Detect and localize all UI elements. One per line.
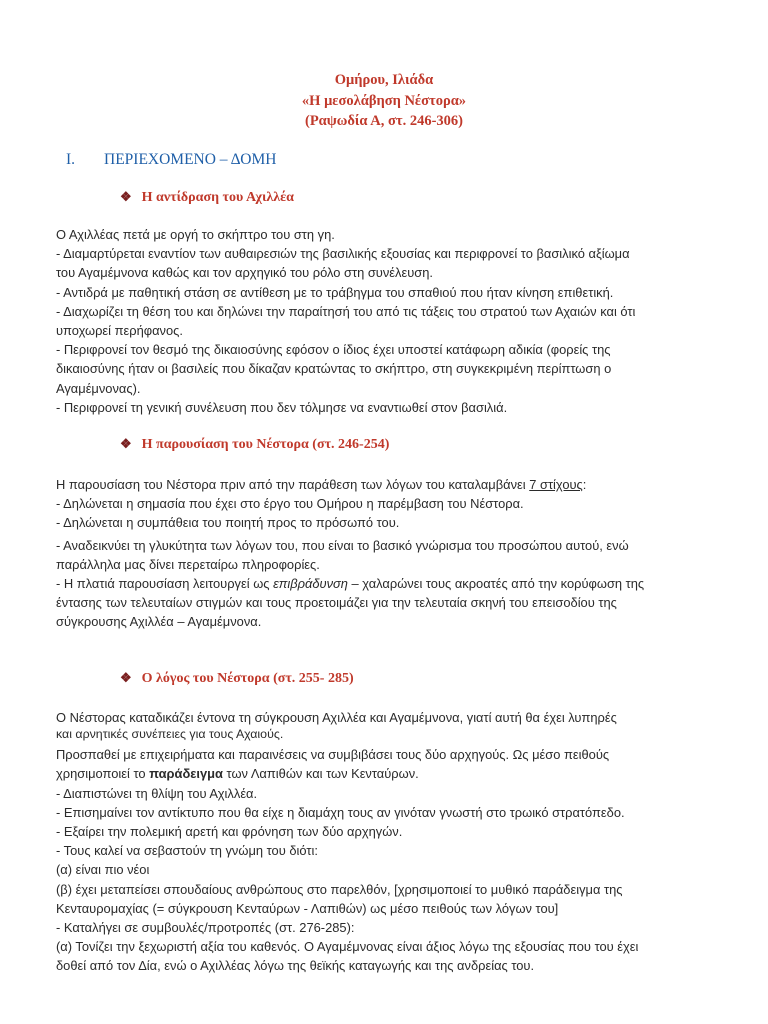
text-line: - Αναδεικνύει τη γλυκύτητα των λόγων του, που είναι το βασικό γνώρισμα του προσώπου αυτού, ενώ <box>56 537 629 553</box>
text-line: - Δηλώνεται η σημασία που έχει στο έργο του Ομήρου η παρέμβαση του Νέστορα. <box>56 496 524 512</box>
text-line: Κενταυρομαχίας (= σύγκρουση Κενταύρων - Λαπιθών) ως μέσο πειθούς των λόγων του] <box>56 900 559 916</box>
document-title-reference: (Ραψωδία Α, στ. 246-306) <box>305 113 463 129</box>
section-number: Ι. <box>66 151 76 168</box>
paragraph-nestor-speech <box>56 708 716 976</box>
text-line: - Δηλώνεται η συμπάθεια του ποιητή προς το πρόσωπό του. <box>56 515 400 531</box>
paragraph-achilles-reaction <box>56 225 716 417</box>
text-line: Ο Νέστορας καταδικάζει έντονα τη σύγκρουση Αχιλλέα και Αγαμέμνονα, γιατί αυτή θα έχει λυπηρές <box>56 710 617 725</box>
subheading-text: Η αντίδραση του Αχιλλέα <box>141 190 294 205</box>
document-title-name: «Η μεσολάβηση Νέστορα» <box>301 93 467 109</box>
text-line: - Καταλήγει σε συμβουλές/προτροπές (στ. 276-285): <box>56 920 355 936</box>
diamond-bullet-icon: ❖ <box>120 436 132 451</box>
text-line: δικαιοσύνης ήταν οι βασιλείς που δίκαζαν κρατώντας το σκήπτρο, στη συγκεκριμένη περίπτωση ο <box>56 361 612 377</box>
paragraph-nestor-presentation <box>56 475 716 632</box>
text-line: Η παρουσίαση του Νέστορα πριν από την παράθεση των λόγων του καταλαμβάνει 7 στίχους: <box>56 477 587 492</box>
text-line: - Η πλατιά παρουσίαση λειτουργεί ως επιβράδυνση – χαλαρώνει τους ακροατές από την κορύφωση της <box>56 576 645 592</box>
text-line: (β) έχει μεταπείσει σπουδαίους ανθρώπους στο παρελθόν, [χρησιμοποιεί το μυθικό παράδειγμα της <box>56 881 623 897</box>
text-line: - Διαμαρτύρεται εναντίον των αυθαιρεσιών της βασιλικής εξουσίας και περιφρονεί το βασιλικό αξίωμα <box>56 246 630 262</box>
text-line: - Διαχωρίζει τη θέση του και δηλώνει την παραίτησή του από τις τάξεις του στρατού των Αχαιών και ότι <box>56 303 636 319</box>
text-line: - Διαπιστώνει τη θλίψη του Αχιλλέα. <box>56 785 258 801</box>
subheading-achilles-reaction <box>120 187 294 208</box>
text-line: σύγκρουσης Αχιλλέα – Αγαμέμνονα. <box>56 614 262 630</box>
subheading-text: Ο λόγος του Νέστορα (στ. 255- 285) <box>141 671 354 686</box>
text-line: - Εξαίρει την πολεμική αρετή και φρόνηση των δύο αρχηγών. <box>56 824 403 840</box>
text-line: του Αγαμέμνονα καθώς και τον αρχηγικό του ρόλο στη συνέλευση. <box>56 265 433 281</box>
subheading-text: Η παρουσίαση του Νέστορα (στ. 246-254) <box>141 437 390 452</box>
underlined-text: 7 στίχους <box>529 477 583 492</box>
bold-term: παράδειγμα <box>149 766 223 782</box>
text-line: και αρνητικές συνέπειες για τους Αχαιούς. <box>56 727 284 742</box>
subheading-nestor-speech <box>120 668 354 689</box>
text-line: Προσπαθεί με επιχειρήματα και παραινέσεις να συμβιβάσει τους δύο αρχηγούς. Ως μέσο πειθούς <box>56 747 610 763</box>
subheading-nestor-presentation <box>120 434 389 455</box>
section-heading <box>66 150 276 170</box>
text-line: - Τους καλεί να σεβαστούν τη γνώμη του διότι: <box>56 843 318 859</box>
text-line: Ο Αχιλλέας πετά με οργή το σκήπτρο του στη γη. <box>56 227 335 242</box>
diamond-bullet-icon: ❖ <box>120 670 132 685</box>
text-line: - Περιφρονεί τον θεσμό της δικαιοσύνης εφόσον ο ίδιος έχει υποστεί κατάφωρη αδικία (φορείς της <box>56 342 611 358</box>
text-line: - Αντιδρά με παθητική στάση σε αντίθεση με το τράβηγμα του σπαθιού που ήταν κίνηση επιθετική. <box>56 284 614 300</box>
text-line: Αγαμέμνονας). <box>56 380 141 396</box>
text-line: (α) Τονίζει την ξεχωριστή αξία του καθενός. Ο Αγαμέμνονας είναι άξιος λόγω της εξουσίας που του έχει <box>56 939 639 955</box>
text-line: χρησιμοποιεί το παράδειγμα των Λαπιθών και των Κενταύρων. <box>56 766 419 782</box>
document-title-author: Ομήρου, Ιλιάδα <box>334 72 434 88</box>
diamond-bullet-icon: ❖ <box>120 189 132 204</box>
section-title: ΠΕΡΙΕΧΟΜΕΝΟ – ΔΟΜΗ <box>104 151 277 168</box>
text-line: (α) είναι πιο νέοι <box>56 862 150 878</box>
text-line: - Επισημαίνει τον αντίκτυπο που θα είχε η διαμάχη τους αν γινόταν γνωστή στο τρωικό στρατόπεδο. <box>56 804 625 820</box>
text-line: υποχωρεί περήφανος. <box>56 323 183 339</box>
text-line: δοθεί από τον Δία, ενώ ο Αχιλλέας λόγω της θεϊκής καταγωγής και της ανδρείας του. <box>56 958 535 974</box>
text-line: έντασης των τελευταίων στιγμών και τους προετοιμάζει για την τελευταία σκηνή του επεισοδίου της <box>56 595 617 611</box>
text-line: - Περιφρονεί τη γενική συνέλευση που δεν τόλμησε να εναντιωθεί στον βασιλιά. <box>56 399 508 415</box>
italic-term: επιβράδυνση <box>273 576 348 592</box>
text-line: παράλληλα μας δίνει περεταίρω πληροφορίες. <box>56 556 320 572</box>
